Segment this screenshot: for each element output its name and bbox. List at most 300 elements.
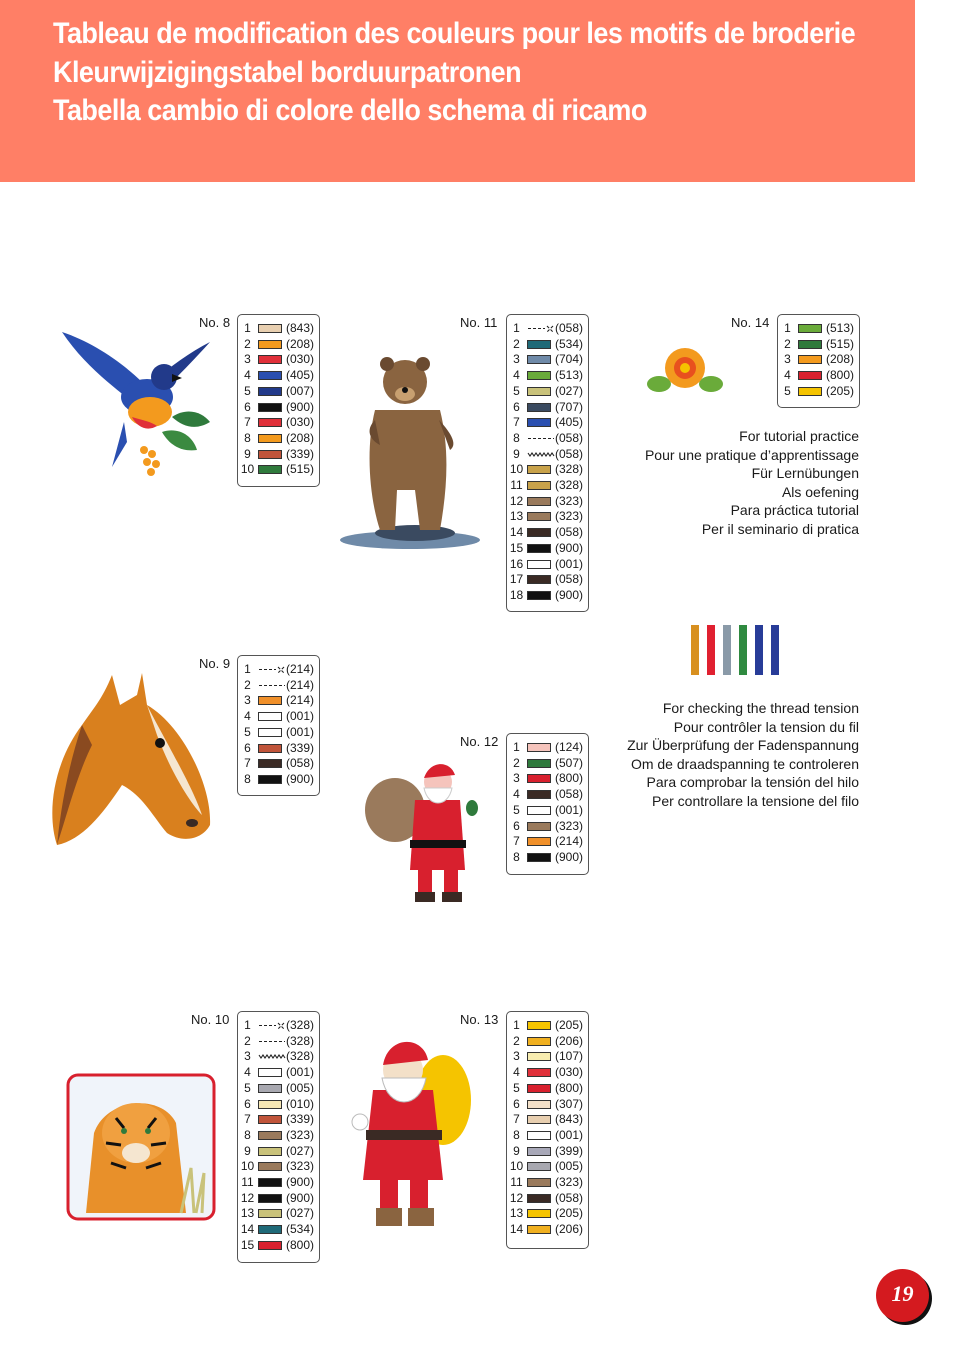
thread-order-number: 4 [513,787,520,802]
thread-color-swatch [258,340,282,349]
thread-order-number: 6 [513,1096,520,1111]
color-table-row [507,1097,588,1113]
thread-color-swatch [258,1068,282,1077]
color-table-row [238,1018,319,1034]
thread-order-number: 10 [240,1159,255,1174]
thread-color-swatch [527,1068,551,1077]
color-table-row [238,725,319,741]
thread-color-swatch [527,465,551,474]
thread-tension-text [627,699,859,811]
thread-color-code: (007) [286,383,315,398]
dashed-stitch-icon [258,680,286,691]
thread-color-code: (205) [555,1018,584,1032]
thread-color-code: (208) [286,430,315,445]
motif-label-no10: No. 10 [191,1012,230,1027]
thread-color-swatch [527,1194,551,1203]
thread-order-number: 6 [513,818,520,833]
thread-color-swatch [258,1147,282,1156]
color-table-row [507,321,588,337]
thread-color-code: (001) [286,1065,315,1080]
thread-color-swatch [258,1194,282,1203]
running-x-stitch-icon [258,664,286,675]
thread-color-swatch [798,340,822,349]
color-table-row [507,1034,588,1050]
color-table-row [238,462,319,478]
thread-order-number: 4 [244,709,251,724]
thread-order-number: 7 [244,1112,251,1127]
thread-order-number: 9 [513,446,520,461]
thread-color-code: (900) [286,1190,315,1205]
thread-color-code: (900) [286,771,315,786]
tutorial-text-es: Para práctica tutorial [730,502,859,519]
color-table-row [507,431,588,447]
tension-text-es: Para comprobar la tensión del hilo [646,774,859,791]
thread-color-swatch [798,355,822,364]
color-table-row [507,1206,588,1222]
thread-color-code: (214) [286,693,315,708]
color-table-row [507,525,588,541]
thread-color-swatch [258,775,282,784]
color-table-row [238,662,319,678]
thread-color-code: (704) [555,352,584,367]
thread-order-number: 1 [513,1018,520,1032]
color-table-row [238,352,319,368]
thread-color-swatch [527,560,551,569]
thread-color-code: (005) [555,1159,584,1174]
color-table-row [507,509,588,525]
color-table-row [238,1206,319,1222]
thread-order-number: 16 [509,556,524,571]
color-table-row [238,1191,319,1207]
thread-order-number: 6 [244,740,251,755]
thread-color-code: (328) [555,478,584,492]
thread-color-code: (027) [286,1206,315,1221]
thread-color-swatch [527,340,551,349]
thread-color-code: (214) [555,834,584,849]
thread-color-code: (339) [286,1112,315,1127]
thread-color-swatch [527,822,551,831]
thread-order-number: 3 [244,352,251,367]
thread-color-code: (058) [555,321,584,335]
thread-color-swatch [527,355,551,364]
color-table-no8 [237,314,320,487]
thread-color-code: (513) [826,321,855,335]
thread-order-number: 8 [244,1127,251,1142]
color-table-row [507,462,588,478]
color-table-row [238,1222,319,1238]
color-table-row [238,1097,319,1113]
thread-color-code: (800) [826,368,855,383]
thread-order-number: 4 [244,1065,251,1080]
tutorial-text-nl: Als oefening [781,483,859,500]
thread-color-code: (399) [555,1143,584,1158]
thread-color-code: (030) [286,415,315,430]
motif-label-no14: No. 14 [731,315,770,330]
color-table-row [507,541,588,557]
tutorial-practice-text [645,427,859,539]
tension-bar [707,625,715,675]
thread-color-swatch [258,728,282,737]
thread-color-swatch [258,355,282,364]
horse-embroidery-image [42,665,217,850]
tutorial-text-fr: Pour une pratique d’apprentissage [644,446,859,463]
thread-order-number: 11 [510,1175,523,1189]
thread-color-code: (214) [286,677,315,692]
color-table-row [507,447,588,463]
color-table-row [507,415,588,431]
color-table-row [238,415,319,431]
color-table-row [238,1081,319,1097]
thread-color-code: (058) [555,525,584,540]
thread-color-swatch [258,1115,282,1124]
color-table-row [507,352,588,368]
thread-color-swatch [258,1178,282,1187]
color-table-no10 [237,1011,320,1263]
thread-color-code: (205) [826,383,855,398]
thread-color-code: (206) [555,1033,584,1048]
color-table-row [238,447,319,463]
thread-color-swatch [527,1052,551,1061]
thread-order-number: 11 [241,1175,254,1189]
color-table-row [507,1049,588,1065]
thread-color-swatch [258,1241,282,1250]
thread-order-number: 4 [513,1065,520,1080]
thread-color-swatch [527,774,551,783]
thread-order-number: 6 [513,399,520,414]
zigzag-stitch-icon [527,449,555,460]
thread-color-code: (058) [555,787,584,802]
color-table-no11 [506,314,589,612]
bear-embroidery-image [335,350,485,550]
running-x-stitch-icon [258,1020,286,1031]
zigzag-stitch-icon [258,1051,286,1062]
thread-color-swatch [527,387,551,396]
thread-order-number: 2 [244,1033,251,1048]
thread-order-number: 3 [244,693,251,708]
thread-color-swatch [527,1147,551,1156]
thread-color-swatch [527,1178,551,1187]
tension-bar [723,625,731,675]
thread-order-number: 17 [509,572,524,587]
thread-order-number: 11 [510,478,523,492]
santa-sack-embroidery-image [360,760,490,905]
thread-order-number: 8 [513,1127,520,1142]
thread-color-code: (010) [286,1096,315,1111]
color-table-row [507,740,588,756]
color-table-row [238,1175,319,1191]
color-table-row [507,557,588,573]
thread-color-code: (001) [555,802,584,817]
color-table-row [238,1128,319,1144]
thread-color-code: (707) [555,399,584,414]
thread-order-number: 3 [784,352,791,367]
color-table-row [238,431,319,447]
thread-color-swatch [258,403,282,412]
thread-order-number: 3 [513,771,520,786]
color-table-row [238,400,319,416]
color-table-row [507,1128,588,1144]
thread-color-swatch [258,418,282,427]
page-number-badge: 19 [876,1269,929,1322]
color-table-row [507,368,588,384]
thread-color-swatch [527,1084,551,1093]
thread-order-number: 10 [509,462,524,477]
thread-color-code: (001) [555,1127,584,1142]
thread-color-code: (405) [286,368,315,383]
flower-embroidery-image [645,340,725,400]
thread-color-swatch [527,418,551,427]
thread-order-number: 13 [240,1206,255,1221]
thread-color-swatch [258,1162,282,1171]
color-table-row [238,756,319,772]
motif-label-no11: No. 11 [460,315,498,330]
color-table-row [778,368,859,384]
thread-color-swatch [527,1209,551,1218]
color-table-row [238,1034,319,1050]
thread-color-code: (058) [286,756,315,771]
thread-color-swatch [527,806,551,815]
motif-label-no13: No. 13 [460,1012,499,1027]
thread-color-swatch [258,387,282,396]
color-table-row [238,1065,319,1081]
thread-order-number: 6 [244,1096,251,1111]
thread-color-code: (328) [286,1049,315,1064]
thread-order-number: 8 [244,771,251,786]
thread-color-swatch [258,371,282,380]
thread-color-code: (328) [286,1018,315,1032]
thread-color-code: (205) [555,1206,584,1221]
title-dutch: Kleurwijzigingstabel borduurpatronen [53,56,522,89]
thread-order-number: 9 [244,446,251,461]
thread-order-number: 2 [784,336,791,351]
thread-order-number: 5 [513,383,520,398]
thread-color-swatch [527,743,551,752]
thread-color-swatch [527,853,551,862]
motif-label-no8: No. 8 [199,315,231,330]
color-table-no12 [506,733,589,875]
color-table-row [238,368,319,384]
color-table-row [238,384,319,400]
thread-order-number: 5 [513,1080,520,1095]
tension-bar [755,625,763,675]
thread-order-number: 15 [240,1237,255,1252]
thread-order-number: 9 [513,1143,520,1158]
thread-order-number: 7 [513,1112,520,1127]
thread-color-code: (323) [555,1175,584,1189]
thread-color-code: (027) [555,383,584,398]
thread-color-code: (107) [555,1049,584,1064]
thread-order-number: 8 [513,849,520,864]
thread-order-number: 5 [244,383,251,398]
thread-color-swatch [527,1162,551,1171]
thread-color-swatch [258,1100,282,1109]
tension-text-nl: Om de draadspanning te controleren [630,755,859,772]
thread-color-code: (307) [555,1096,584,1111]
thread-color-swatch [258,712,282,721]
thread-color-code: (800) [555,771,584,786]
thread-color-code: (058) [555,1190,584,1205]
color-table-row [238,1159,319,1175]
thread-color-swatch [527,759,551,768]
thread-color-code: (534) [286,1222,315,1237]
title-french: Tableau de modification des couleurs pour les motifs de broderie [53,17,856,50]
color-table-no9 [237,655,320,796]
thread-color-code: (124) [555,740,584,754]
color-table-row [507,1112,588,1128]
thread-color-swatch [527,591,551,600]
thread-color-code: (534) [555,336,584,351]
thread-color-swatch [258,759,282,768]
thread-order-number: 13 [509,1206,524,1221]
color-table-row [507,384,588,400]
bird-embroidery-image [52,322,222,492]
thread-order-number: 1 [244,1018,251,1032]
thread-color-swatch [527,512,551,521]
color-table-row [507,771,588,787]
dashed-stitch-icon [258,1036,286,1047]
thread-color-code: (800) [555,1080,584,1095]
tutorial-text-it: Per il seminario di pratica [701,520,859,537]
thread-color-code: (323) [555,493,584,508]
thread-color-code: (323) [555,818,584,833]
thread-color-swatch [527,403,551,412]
color-table-row [507,478,588,494]
color-table-row [238,693,319,709]
thread-color-code: (515) [286,462,315,477]
thread-color-swatch [798,324,822,333]
tension-text-fr: Pour contrôler la tension du fil [673,718,859,735]
thread-color-swatch [527,497,551,506]
thread-order-number: 1 [244,662,251,676]
thread-color-swatch [258,450,282,459]
thread-color-code: (323) [286,1127,315,1142]
thread-color-swatch [258,324,282,333]
color-table-row [778,321,859,337]
motif-label-no9: No. 9 [199,656,231,671]
thread-color-swatch [527,1021,551,1030]
motif-label-no12: No. 12 [460,734,499,749]
thread-color-code: (339) [286,446,315,461]
thread-color-swatch [258,696,282,705]
thread-order-number: 10 [240,462,255,477]
thread-order-number: 2 [513,1033,520,1048]
thread-color-swatch [527,1225,551,1234]
tension-text-it: Per controllare la tensione del filo [651,792,859,809]
color-table-row [507,588,588,604]
thread-color-code: (208) [286,336,315,351]
tension-bar [739,625,747,675]
thread-color-code: (001) [286,724,315,739]
thread-color-swatch [527,1037,551,1046]
tutorial-text-de: Für Lernübungen [751,465,859,482]
thread-color-code: (900) [555,587,584,602]
color-table-row [238,772,319,788]
thread-order-number: 7 [244,756,251,771]
thread-color-swatch [258,744,282,753]
thread-color-swatch [527,371,551,380]
thread-color-swatch [527,528,551,537]
thread-color-code: (405) [555,415,584,430]
thread-color-swatch [527,837,551,846]
color-table-row [778,352,859,368]
thread-order-number: 7 [513,415,520,430]
thread-color-swatch [798,371,822,380]
thread-color-swatch [258,1225,282,1234]
thread-order-number: 13 [509,509,524,524]
thread-order-number: 3 [244,1049,251,1064]
thread-order-number: 1 [784,321,791,335]
thread-order-number: 9 [244,1143,251,1158]
page-header [0,0,915,182]
color-table-row [238,1144,319,1160]
color-table-row [507,400,588,416]
thread-color-code: (058) [555,430,584,445]
thread-color-swatch [527,1100,551,1109]
thread-order-number: 4 [513,368,520,383]
color-table-row [507,756,588,772]
thread-color-code: (843) [555,1112,584,1127]
thread-tension-bars-image [690,624,782,676]
thread-order-number: 8 [513,430,520,445]
thread-color-code: (027) [286,1143,315,1158]
thread-color-code: (001) [555,556,584,571]
color-table-row [507,787,588,803]
tiger-embroidery-image [66,1073,216,1221]
color-table-row [507,1065,588,1081]
title-italian: Tabella cambio di colore dello schema di ricamo [53,94,647,127]
thread-order-number: 4 [784,368,791,383]
thread-color-code: (323) [555,509,584,524]
color-table-no14 [777,314,860,408]
thread-order-number: 1 [244,321,251,335]
thread-color-swatch [258,434,282,443]
thread-color-swatch [258,1084,282,1093]
thread-color-code: (214) [286,662,315,676]
thread-order-number: 8 [244,430,251,445]
thread-color-code: (900) [286,399,315,414]
thread-order-number: 7 [244,415,251,430]
thread-order-number: 5 [513,802,520,817]
thread-order-number: 12 [240,1190,255,1205]
thread-order-number: 4 [244,368,251,383]
thread-order-number: 2 [244,677,251,692]
thread-order-number: 12 [509,493,524,508]
thread-color-code: (507) [555,755,584,770]
color-table-row [778,384,859,400]
thread-order-number: 2 [513,755,520,770]
thread-order-number: 7 [513,834,520,849]
thread-color-code: (800) [286,1237,315,1252]
tension-bar [771,625,779,675]
thread-color-code: (001) [286,709,315,724]
thread-order-number: 6 [244,399,251,414]
thread-color-code: (328) [286,1033,315,1048]
color-table-row [238,741,319,757]
thread-color-code: (058) [555,572,584,587]
thread-color-swatch [527,544,551,553]
color-table-row [238,337,319,353]
color-table-row [507,834,588,850]
thread-color-swatch [258,465,282,474]
color-table-row [238,709,319,725]
thread-order-number: 3 [513,1049,520,1064]
color-table-row [507,494,588,510]
thread-color-code: (206) [555,1222,584,1237]
thread-color-code: (328) [555,462,584,477]
thread-order-number: 14 [509,1222,524,1237]
thread-color-swatch [258,1131,282,1140]
color-table-row [507,1159,588,1175]
